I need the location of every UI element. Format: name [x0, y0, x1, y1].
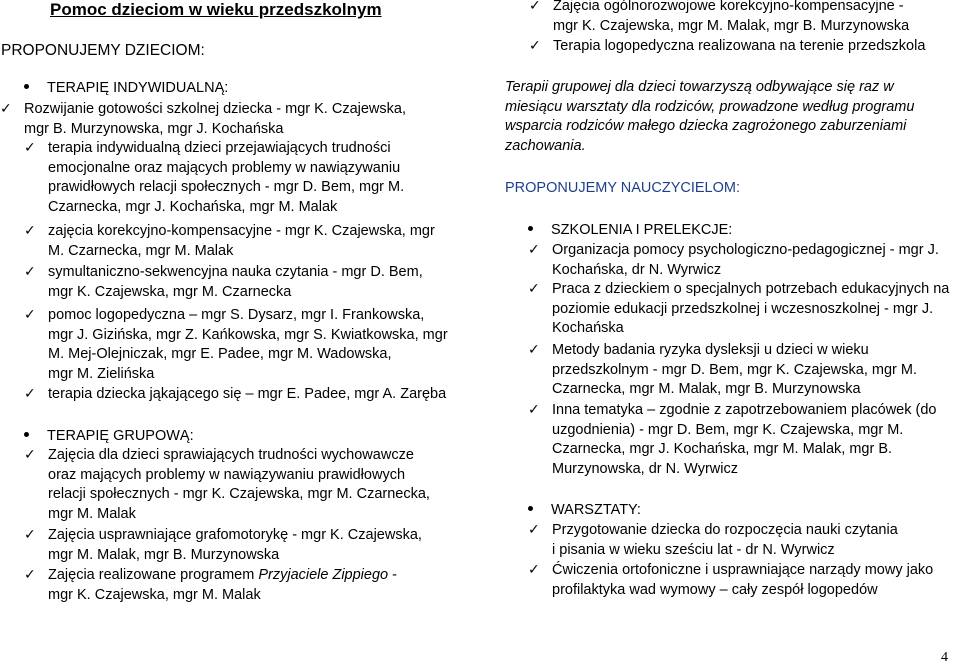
check-icon: ✓	[528, 562, 540, 578]
check-icon: ✓	[24, 527, 36, 543]
list-item: ✓ Zajęcia realizowane programem Przyjaciele Zippiego - mgr K. Czajewska, mgr M. Malak	[24, 567, 397, 603]
check-icon: ✓	[24, 264, 36, 280]
check-icon: ✓	[528, 402, 540, 418]
list-item: ✓ terapia indywidualną dzieci przejawiających trudności emocjonalne oraz mających problemy w nawiązywaniu prawidłowych relacji społecznych - mgr D. Bem, mgr M. Czarnecka, mgr J. Kochańska, mgr M. Malak	[24, 140, 405, 215]
list-item: ✓ terapia dziecka jąkającego się – mgr E. Padee, mgr A. Zaręba	[48, 385, 468, 405]
check-icon: ✓	[528, 342, 540, 358]
check-icon: ✓	[24, 447, 36, 463]
list-item: ✓ zajęcia korekcyjno-kompensacyjne - mgr K. Czajewska, mgr M. Czarnecka, mgr M. Malak	[24, 223, 435, 259]
check-icon: ✓	[24, 307, 36, 323]
check-icon: ✓	[528, 281, 540, 297]
list-item: ✓ Zajęcia usprawniające grafomotorykę - mgr K. Czajewska, mgr M. Malak, mgr B. Murzynowska	[24, 527, 422, 563]
list-item: ✓ Przygotowanie dziecka do rozpoczęcia nauki czytania i pisania w wieku sześciu lat - dr N. Wyrwicz	[528, 522, 898, 558]
list-item: ✓ Zajęcia ogólnorozwojowe korekcyjno-kompensacyjne - mgr K. Czajewska, mgr M. Malak, mgr B. Murzynowska	[553, 0, 943, 36]
list-item: ✓ Rozwijanie gotowości szkolnej dziecka - mgr K. Czajewska, mgr B. Murzynowska, mgr J. Kochańska	[0, 101, 406, 137]
check-icon: ✓	[529, 38, 541, 54]
list-item: ✓ pomoc logopedyczna – mgr S. Dysarz, mgr I. Frankowska, mgr J. Gizińska, mgr Z. Kańkowska, mgr S. Kwiatkowska, mgr M. Mej-Olejniczak, mgr E. Padee, mgr M. Wadowska, mgr M. Zielińska	[24, 307, 448, 382]
check-icon: ✓	[528, 522, 540, 538]
bullet-dot-icon	[528, 226, 533, 231]
check-icon: ✓	[24, 567, 36, 583]
check-icon: ✓	[0, 101, 12, 117]
list-item: ✓ Organizacja pomocy psychologiczno-pedagogicznej - mgr J. Kochańska, dr N. Wyrwicz	[528, 242, 939, 278]
list-item: ✓ Inna tematyka – zgodnie z zapotrzebowaniem placówek (do uzgodnienia) - mgr D. Bem, mgr K. Czajewska, mgr M. Czarnecka, mgr J. Kochańska, mgr M. Malak, mgr B. Murzynowska, dr N. Wyrwicz	[528, 402, 937, 477]
check-icon: ✓	[529, 0, 541, 14]
list-item: ✓ Terapia logopedyczna realizowana na terenie przedszkola	[553, 37, 953, 57]
check-icon: ✓	[528, 242, 540, 258]
bullet-dot-icon	[24, 432, 29, 437]
group-therapy-heading: TERAPIĘ GRUPOWĄ:	[24, 428, 194, 444]
list-item: ✓ Metody badania ryzyka dysleksji u dzieci w wieku przedszkolnym - mgr D. Bem, mgr K. Czajewska, mgr M. Czarnecka, mgr M. Malak, mgr B. Murzynowska	[528, 342, 917, 398]
teachers-offer-heading: PROPONUJEMY NAUCZYCIELOM:	[505, 180, 740, 196]
children-offer-heading: PROPONUJEMY DZIECIOM:	[1, 42, 205, 59]
page-number: 4	[941, 650, 948, 665]
check-icon: ✓	[24, 386, 36, 402]
list-item: ✓ Praca z dzieckiem o specjalnych potrzebach edukacyjnych na poziomie edukacji przedszkolnej i wczesnoszkolnej - mgr J. Kochańska	[528, 281, 950, 337]
list-item: ✓ Zajęcia dla dzieci sprawiających trudności wychowawcze oraz mających problemy w nawiązywaniu prawidłowych relacji społecznych - mgr K. Czajewska, mgr M. Czarnecka, mgr M. Malak	[24, 447, 430, 522]
workshop-intro-text: Terapii grupowej dla dzieci towarzyszą odbywające się raz w miesiącu warsztaty dla rodziców, prowadzone według programu wsparcia rodziców małego dziecka zagrożonego zaburzeniami zachowania.	[505, 79, 915, 154]
individual-therapy-heading: TERAPIĘ INDYWIDUALNĄ:	[24, 80, 228, 96]
list-item: ✓ Ćwiczenia ortofoniczne i usprawniające narządy mowy jako profilaktyka wad wymowy – cały zespół logopedów	[528, 562, 934, 598]
document-title: Pomoc dzieciom w wieku przedszkolnym	[50, 0, 382, 19]
list-item: ✓ symultaniczno-sekwencyjna nauka czytania - mgr D. Bem, mgr K. Czajewska, mgr M. Czarnecka	[24, 264, 423, 300]
check-icon: ✓	[24, 140, 36, 156]
workshops-heading: WARSZTATY:	[528, 502, 641, 518]
bullet-dot-icon	[528, 506, 533, 511]
training-heading: SZKOLENIA I PRELEKCJE:	[528, 222, 732, 238]
bullet-dot-icon	[24, 84, 29, 89]
check-icon: ✓	[24, 223, 36, 239]
